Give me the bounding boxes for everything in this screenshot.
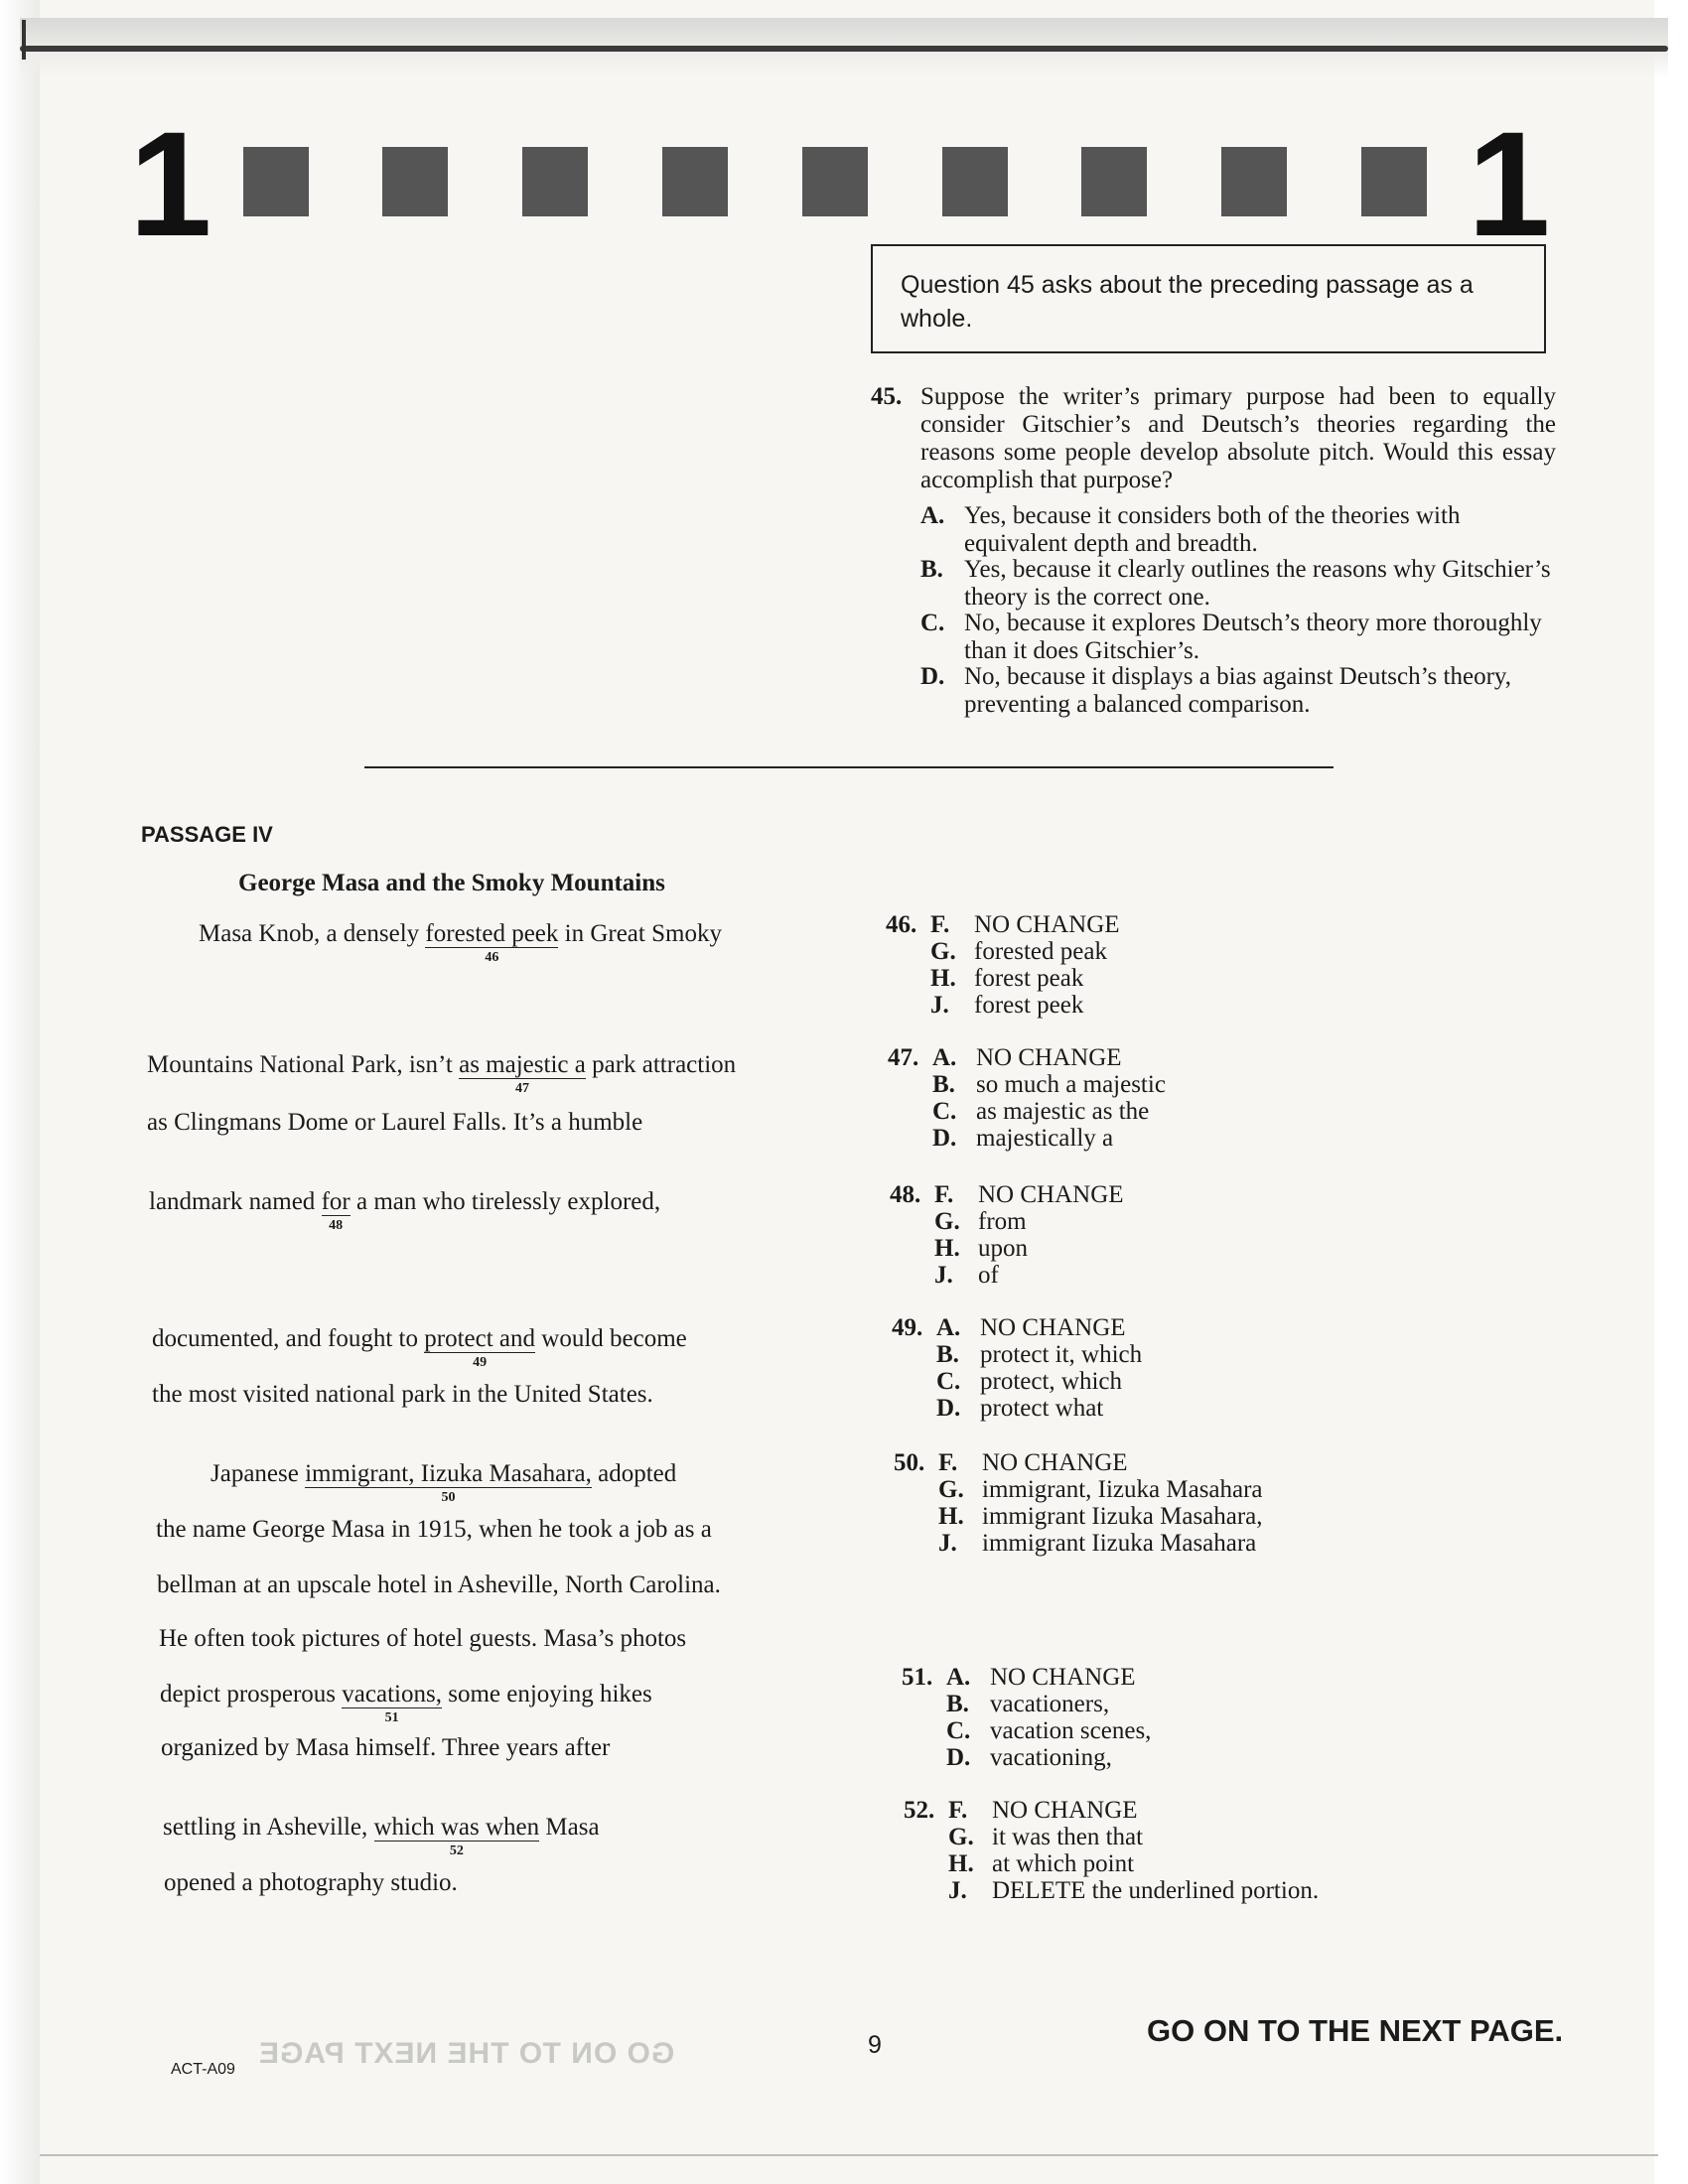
passage-text: depict prosperous xyxy=(160,1681,343,1707)
answer-option[interactable] xyxy=(948,1797,1138,1824)
answer-option[interactable] xyxy=(938,1503,1263,1530)
passage-text: Masa xyxy=(539,1814,600,1841)
underlined-portion-46[interactable] xyxy=(425,920,559,965)
question-number: 49. xyxy=(892,1314,923,1341)
header-square xyxy=(243,147,309,216)
option-text: of xyxy=(978,1262,999,1289)
answer-option[interactable] xyxy=(938,1530,1256,1557)
answer-option[interactable] xyxy=(936,1341,1142,1368)
answer-option[interactable] xyxy=(938,1476,1263,1503)
option-text: upon xyxy=(978,1235,1028,1262)
question-marker: 52 xyxy=(449,1843,464,1858)
option-letter: H. xyxy=(938,1503,964,1530)
passage-line xyxy=(149,1187,661,1233)
question-50 xyxy=(894,1449,1331,1559)
option-text: NO CHANGE xyxy=(982,1449,1128,1476)
answer-option[interactable] xyxy=(936,1368,1122,1395)
option-letter: B. xyxy=(946,1691,969,1717)
passage-text: documented, and fought to xyxy=(152,1325,425,1352)
question-stem: Suppose the writer’s primary purpose had been to equally consider Gitschier’s and Deutsch’s theories regarding the reasons some people develop absolute pitch. Would this essay accomplish that purpose? xyxy=(920,383,1556,493)
option-text: vacationers, xyxy=(990,1691,1110,1717)
header-square xyxy=(942,147,1008,216)
passage-line xyxy=(160,1680,652,1725)
option-letter: G. xyxy=(934,1208,960,1235)
option-text: NO CHANGE xyxy=(992,1797,1138,1824)
answer-option[interactable] xyxy=(930,938,1107,965)
question-marker: 50 xyxy=(441,1490,456,1505)
answer-option[interactable] xyxy=(934,1235,1028,1262)
passage-line xyxy=(163,1813,600,1858)
answer-option[interactable] xyxy=(932,1125,1113,1152)
option-text: DELETE the underlined portion. xyxy=(992,1877,1320,1904)
option-text: forest peak xyxy=(974,965,1084,992)
passage-line: as Clingmans Dome or Laurel Falls. It’s a humble xyxy=(147,1109,643,1136)
passage-line: opened a photography studio. xyxy=(164,1869,458,1896)
question-52 xyxy=(904,1797,1380,1906)
underlined-portion-47[interactable] xyxy=(459,1051,586,1096)
underlined-text: for xyxy=(321,1188,351,1215)
option-letter: F. xyxy=(934,1181,954,1208)
question-46 xyxy=(886,911,1303,1021)
passage-line: organized by Masa himself. Three years after xyxy=(161,1734,611,1761)
header-square xyxy=(1221,147,1287,216)
section-number-right: 1 xyxy=(1468,100,1551,267)
underlined-text: forested peek xyxy=(425,920,559,947)
option-letter: H. xyxy=(930,965,956,992)
underlined-portion-50[interactable] xyxy=(305,1460,592,1505)
question-number: 45. xyxy=(871,383,903,410)
scan-edge-right xyxy=(1654,0,1688,2184)
option-letter: A. xyxy=(932,1044,957,1071)
question-48 xyxy=(890,1181,1307,1291)
scan-bottom-line xyxy=(40,2154,1658,2156)
underlined-portion-51[interactable] xyxy=(342,1681,442,1725)
answer-option[interactable] xyxy=(936,1314,1126,1341)
option-text: at which point xyxy=(992,1850,1135,1877)
option-text: protect, which xyxy=(980,1368,1123,1395)
answer-option[interactable] xyxy=(938,1449,1128,1476)
scan-edge-left xyxy=(0,0,40,2184)
answer-option[interactable] xyxy=(946,1691,1109,1717)
answer-option[interactable] xyxy=(932,1071,1166,1098)
passage-text: settling in Asheville, xyxy=(163,1814,374,1841)
option-letter: A. xyxy=(946,1664,971,1691)
header-square xyxy=(382,147,448,216)
option-letter: H. xyxy=(948,1850,974,1877)
option-letter: D. xyxy=(936,1395,961,1422)
option-letter: C. xyxy=(946,1717,971,1744)
answer-option[interactable] xyxy=(946,1744,1112,1771)
answer-option[interactable] xyxy=(936,1395,1103,1422)
passage-line: the most visited national park in the United States. xyxy=(152,1381,653,1408)
option-letter: G. xyxy=(948,1824,974,1850)
form-code: ACT-A09 xyxy=(171,2061,235,2078)
question-number: 52. xyxy=(904,1797,935,1824)
option-letter: F. xyxy=(930,911,950,938)
option-text: NO CHANGE xyxy=(978,1181,1124,1208)
passage-line: He often took pictures of hotel guests. Masa’s photos xyxy=(159,1625,687,1652)
answer-option[interactable] xyxy=(948,1850,1134,1877)
option-text: protect it, which xyxy=(980,1341,1143,1368)
option-letter: A. xyxy=(920,502,945,529)
option-text: forest peek xyxy=(974,992,1084,1019)
instruction-box: Question 45 asks about the preceding passage as a whole. xyxy=(871,244,1546,353)
passage-text: a man who tirelessly explored, xyxy=(350,1188,661,1215)
option-text: immigrant Iizuka Masahara, xyxy=(982,1503,1263,1530)
answer-option[interactable] xyxy=(930,965,1083,992)
answer-option[interactable] xyxy=(946,1664,1136,1691)
header-square xyxy=(1361,147,1427,216)
option-text: vacationing, xyxy=(990,1744,1112,1771)
option-letter: G. xyxy=(938,1476,964,1503)
scan-corner-mark xyxy=(22,20,26,60)
option-text: NO CHANGE xyxy=(976,1044,1122,1071)
option-letter: B. xyxy=(932,1071,955,1098)
option-letter: D. xyxy=(920,663,945,690)
passage-text: in Great Smoky xyxy=(558,920,722,947)
question-51 xyxy=(902,1664,1319,1773)
option-text: so much a majestic xyxy=(976,1071,1166,1098)
passage-text: some enjoying hikes xyxy=(441,1681,652,1707)
passage-line: the name George Masa in 1915, when he took a job as a xyxy=(156,1516,712,1543)
option-letter: A. xyxy=(936,1314,961,1341)
divider-rule xyxy=(364,766,1334,768)
passage-text: Mountains National Park, isn’t xyxy=(147,1051,460,1078)
header-square xyxy=(802,147,868,216)
underlined-portion-49[interactable] xyxy=(424,1325,536,1370)
answer-option[interactable] xyxy=(934,1181,1124,1208)
option-letter: C. xyxy=(936,1368,961,1395)
passage-text: Japanese xyxy=(211,1460,306,1487)
option-text: Yes, because it clearly outlines the reasons why Gitschier’s theory is the correct one. xyxy=(964,556,1551,611)
underlined-text: immigrant, Iizuka Masahara, xyxy=(305,1460,592,1487)
passage-text: adopted xyxy=(591,1460,677,1487)
question-47 xyxy=(888,1044,1305,1154)
passage-line xyxy=(199,919,722,965)
answer-option[interactable] xyxy=(930,992,1083,1019)
question-number: 48. xyxy=(890,1181,921,1208)
question-49 xyxy=(892,1314,1309,1424)
passage-text: park attraction xyxy=(585,1051,737,1078)
question-number: 51. xyxy=(902,1664,933,1691)
go-on-notice: GO ON TO THE NEXT PAGE. xyxy=(1147,2013,1564,2048)
option-letter: D. xyxy=(946,1744,971,1771)
option-text: vacation scenes, xyxy=(990,1717,1152,1744)
option-text: it was then that xyxy=(992,1824,1144,1850)
underlined-text: protect and xyxy=(424,1325,536,1352)
question-marker: 49 xyxy=(473,1355,488,1370)
option-letter: J. xyxy=(934,1262,953,1289)
option-text: NO CHANGE xyxy=(980,1314,1126,1341)
option-letter: J. xyxy=(938,1530,957,1557)
question-marker: 48 xyxy=(329,1218,344,1233)
answer-option[interactable] xyxy=(946,1717,1151,1744)
question-marker: 46 xyxy=(485,950,499,965)
passage-text: landmark named xyxy=(149,1188,322,1215)
option-letter: G. xyxy=(930,938,956,965)
question-marker: 51 xyxy=(384,1710,399,1725)
underlined-portion-52[interactable] xyxy=(373,1814,540,1858)
option-letter: F. xyxy=(948,1797,968,1824)
option-text: NO CHANGE xyxy=(974,911,1120,938)
option-text: No, because it displays a bias against Deutsch’s theory, preventing a balanced comparison. xyxy=(964,663,1512,718)
question-number: 47. xyxy=(888,1044,919,1071)
option-letter: J. xyxy=(948,1877,967,1904)
question-number: 50. xyxy=(894,1449,925,1476)
underlined-portion-48[interactable] xyxy=(321,1188,351,1233)
passage-line xyxy=(211,1459,677,1505)
header-square xyxy=(662,147,728,216)
option-letter: B. xyxy=(920,556,943,583)
option-text: immigrant, Iizuka Masahara xyxy=(982,1476,1263,1503)
option-text: majestically a xyxy=(976,1125,1114,1152)
option-text: No, because it explores Deutsch’s theory more thoroughly than it does Gitschier’s. xyxy=(964,610,1542,664)
option-letter: J. xyxy=(930,992,949,1019)
option-letter: F. xyxy=(938,1449,958,1476)
answer-option[interactable] xyxy=(932,1044,1122,1071)
option-letter: C. xyxy=(932,1098,957,1125)
option-letter: C. xyxy=(920,610,945,636)
header-square xyxy=(1081,147,1147,216)
passage-line xyxy=(147,1050,737,1096)
option-text: NO CHANGE xyxy=(990,1664,1136,1691)
underlined-text: as majestic a xyxy=(459,1051,586,1078)
section-number-left: 1 xyxy=(129,100,212,267)
option-text: Yes, because it considers both of the theories with equivalent depth and breadth. xyxy=(964,502,1461,557)
answer-option[interactable] xyxy=(948,1824,1143,1850)
underlined-text: which was when xyxy=(373,1814,540,1841)
passage-text: would become xyxy=(535,1325,687,1352)
question-marker: 47 xyxy=(514,1081,529,1096)
scan-top-line xyxy=(20,46,1668,52)
passage-line: bellman at an upscale hotel in Asheville, North Carolina. xyxy=(157,1571,721,1598)
passage-text: Masa Knob, a densely xyxy=(199,920,426,947)
answer-option[interactable] xyxy=(930,911,1120,938)
option-text: from xyxy=(978,1208,1027,1235)
option-letter: H. xyxy=(934,1235,960,1262)
bleed-through-text: GO ON TO THE NEXT PAGE xyxy=(258,2037,675,2070)
option-text: protect what xyxy=(980,1395,1104,1422)
question-number: 46. xyxy=(886,911,917,938)
option-text: forested peak xyxy=(974,938,1107,965)
answer-option[interactable] xyxy=(934,1262,999,1289)
answer-option[interactable] xyxy=(932,1098,1149,1125)
passage-line xyxy=(152,1324,687,1370)
answer-option[interactable] xyxy=(934,1208,1027,1235)
page-number: 9 xyxy=(868,2031,882,2059)
option-text: as majestic as the xyxy=(976,1098,1150,1125)
option-letter: D. xyxy=(932,1125,957,1152)
option-text: immigrant Iizuka Masahara xyxy=(982,1530,1257,1557)
passage-title: George Masa and the Smoky Mountains xyxy=(238,870,665,896)
question-45 xyxy=(871,383,1556,721)
header-square xyxy=(522,147,588,216)
underlined-text: vacations, xyxy=(342,1681,442,1707)
passage-label: PASSAGE IV xyxy=(141,822,273,847)
option-letter: B. xyxy=(936,1341,959,1368)
answer-option[interactable] xyxy=(948,1877,1319,1904)
